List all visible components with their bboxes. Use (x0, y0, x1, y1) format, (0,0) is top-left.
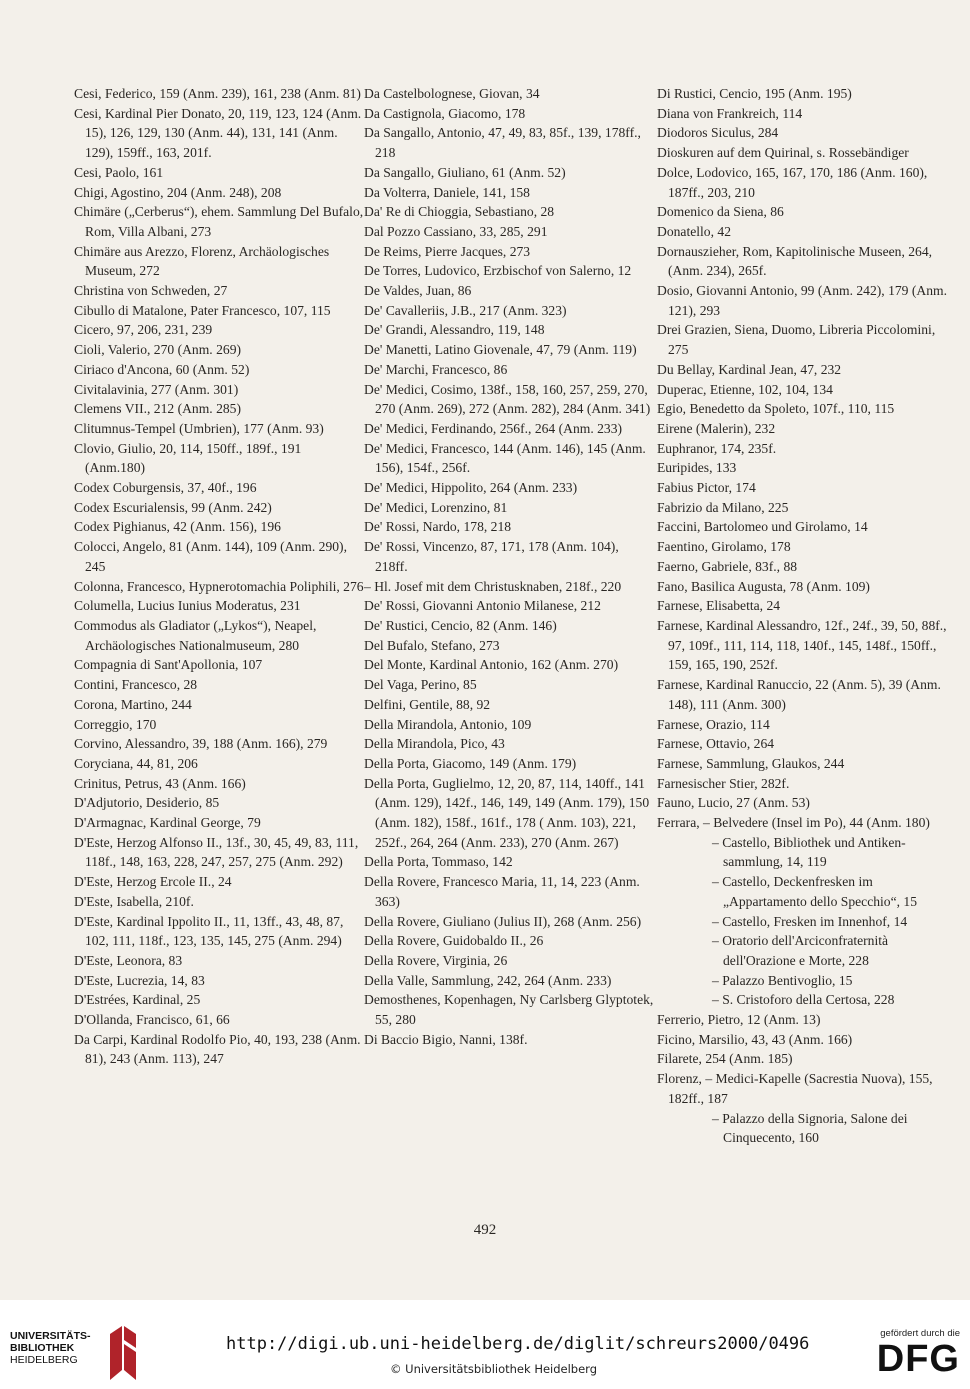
index-entry: Fano, Basilica Augusta, 78 (Anm. 109) (657, 578, 870, 594)
index-entry: Farnese, Kardinal Alessandro, 12f., 24f., 39, 50, 88f., 97, 109f., 111, 114, 118, 140f., 145, 148f., 150ff., 159, 165, 190, 252f. (657, 617, 947, 673)
index-entry: Faentino, Girolamo, 178 (657, 539, 791, 555)
index-entry: Ciriaco d'Ancona, 60 (Anm. 52) (74, 361, 250, 377)
index-entry: Egio, Benedetto da Spoleto, 107f., 110, 115 (657, 401, 895, 417)
index-entry: D'Este, Isabella, 210f. (74, 893, 194, 909)
index-entry: Eirene (Malerin), 232 (657, 420, 776, 436)
index-entry: Christina von Schweden, 27 (74, 283, 228, 299)
index-entry: Columella, Lucius Iunius Moderatus, 231 (74, 598, 301, 614)
index-entry: De' Medici, Hippolito, 264 (Anm. 233) (364, 480, 578, 496)
index-entry: – Hl. Josef mit dem Christusknaben, 218f., 220 (364, 578, 622, 594)
index-entry: Farnese, Kardinal Ranuccio, 22 (Anm. 5), 39 (Anm. 148), 111 (Anm. 300) (657, 677, 941, 712)
copyright-notice: © Universitätsbibliothek Heidelberg (390, 1362, 598, 1376)
index-entry: Farnese, Sammlung, Glaukos, 244 (657, 755, 845, 771)
index-entry: De' Rossi, Giovanni Antonio Milanese, 212 (364, 598, 601, 614)
index-entry: Fabius Pictor, 174 (657, 480, 756, 496)
index-entry: Di Baccio Bigio, Nanni, 138f. (364, 1031, 528, 1047)
index-entry: De' Rossi, Nardo, 178, 218 (364, 519, 512, 535)
index-entry: – Castello, Deckenfresken im „Appartamento dello Specchio“, 15 (712, 874, 918, 909)
index-entry: De Reims, Pierre Jacques, 273 (364, 243, 531, 259)
index-entry: Da Carpi, Kardinal Rodolfo Pio, 40, 193, 238 (Anm. 81), 243 (Anm. 113), 247 (74, 1031, 361, 1067)
index-entry: Domenico da Siena, 86 (657, 204, 784, 220)
index-entry: Fauno, Lucio, 27 (Anm. 53) (657, 795, 810, 811)
index-entry: Drei Grazien, Siena, Duomo, Libreria Piccolomini, 275 (657, 322, 936, 358)
index-entry: – Castello, Bibliothek und Antiken-sammlung, 14, 119 (712, 834, 906, 870)
index-entry: Farnesischer Stier, 282f. (657, 775, 790, 791)
index-entry: Filarete, 254 (Anm. 185) (657, 1051, 793, 1067)
index-entry: Faerno, Gabriele, 83f., 88 (657, 558, 798, 574)
index-entry: Farnese, Ottavio, 264 (657, 736, 775, 752)
index-entry: Corvino, Alessandro, 39, 188 (Anm. 166), 279 (74, 736, 328, 752)
index-entry: Colonna, Francesco, Hypnerotomachia Poliphili, 276 (74, 578, 364, 594)
index-entry: Coryciana, 44, 81, 206 (74, 755, 198, 771)
index-entry: Chimäre aus Arezzo, Florenz, Archäologisches Museum, 272 (74, 243, 330, 279)
library-name-line1: UNIVERSITÄTS- (10, 1330, 91, 1342)
index-entry: D'Estrées, Kardinal, 25 (74, 992, 201, 1008)
index-entry: D'Este, Herzog Alfonso II., 13f., 30, 45, 49, 83, 111, 118f., 148, 163, 228, 247, 257, 275 (Anm. 292) (74, 834, 359, 870)
index-entry: Cicero, 97, 206, 231, 239 (74, 322, 213, 338)
index-entry: Della Porta, Giacomo, 149 (Anm. 179) (364, 755, 577, 771)
index-entry: Cesi, Kardinal Pier Donato, 20, 119, 123, 124 (Anm. 15), 126, 129, 130 (Anm. 44), 131, 141 (Anm. 129), 159ff., 163, 201f. (74, 105, 362, 161)
index-entry: De' Medici, Ferdinando, 256f., 264 (Anm. 233) (364, 420, 623, 436)
index-entry: Diana von Frankreich, 114 (657, 105, 803, 121)
index-entry: Da Sangallo, Giuliano, 61 (Anm. 52) (364, 164, 566, 180)
index-entry: Cesi, Federico, 159 (Anm. 239), 161, 238 (Anm. 81) (74, 86, 361, 101)
index-entry: Da Castignola, Giacomo, 178 (364, 105, 526, 121)
index-entry: Codex Escurialensis, 99 (Anm. 242) (74, 499, 272, 515)
library-name-line3: HEIDELBERG (10, 1354, 78, 1366)
index-entry: De Valdes, Juan, 86 (364, 283, 472, 299)
index-entry: Colocci, Angelo, 81 (Anm. 144), 109 (Anm. 290), 245 (74, 539, 347, 574)
index-entry: Da Sangallo, Antonio, 47, 49, 83, 85f., 139, 178ff., 218 (364, 125, 641, 161)
index-entry: Della Rovere, Virginia, 26 (364, 952, 508, 968)
index-entry: – Oratorio dell'Arciconfraternità dell'Orazione e Morte, 228 (712, 933, 889, 968)
index-entry: Euphranor, 174, 235f. (657, 440, 777, 456)
index-entry: Cesi, Paolo, 161 (74, 164, 164, 180)
index-entry: D'Adjutorio, Desiderio, 85 (74, 795, 220, 811)
index-entry: – Palazzo della Signoria, Salone dei Cinquecento, 160 (712, 1110, 908, 1146)
index-column-1 (74, 84, 364, 1069)
funding-caption: gefördert durch die (880, 1328, 960, 1339)
index-entry: Donatello, 42 (657, 223, 731, 239)
index-entry: Clitumnus-Tempel (Umbrien), 177 (Anm. 93) (74, 420, 324, 436)
index-entry: Dosio, Giovanni Antonio, 99 (Anm. 242), 179 (Anm. 121), 293 (657, 283, 947, 318)
index-entry: Da Castelbolognese, Giovan, 34 (364, 86, 540, 101)
index-entry: D'Este, Herzog Ercole II., 24 (74, 874, 232, 890)
index-entry: Commodus als Gladiator („Lykos“), Neapel, Archäologisches Nationalmuseum, 280 (74, 617, 317, 653)
library-logo[interactable] (10, 1324, 140, 1382)
index-entry: Da Volterra, Daniele, 141, 158 (364, 184, 530, 200)
index-entry: Della Mirandola, Pico, 43 (364, 736, 505, 752)
index-entry: D'Ollanda, Francisco, 61, 66 (74, 1012, 230, 1028)
library-name-line2: BIBLIOTHEK (10, 1342, 75, 1354)
index-entry: Del Vaga, Perino, 85 (364, 677, 477, 693)
index-entry: De' Marchi, Francesco, 86 (364, 361, 508, 377)
index-entry: D'Armagnac, Kardinal George, 79 (74, 815, 261, 831)
index-entry: Euripides, 133 (657, 460, 737, 476)
index-entry: Civitalavinia, 277 (Anm. 301) (74, 381, 239, 397)
index-entry: Corona, Martino, 244 (74, 696, 192, 712)
viewer-footer (0, 1300, 970, 1389)
index-entry: D'Este, Lucrezia, 14, 83 (74, 972, 205, 988)
index-entry: Della Rovere, Francesco Maria, 11, 14, 223 (Anm. 363) (364, 874, 640, 909)
index-entry: De' Grandi, Alessandro, 119, 148 (364, 322, 545, 338)
index-entry: Faccini, Bartolomeo und Girolamo, 14 (657, 519, 868, 535)
document-url-link[interactable]: http://digi.ub.uni-heidelberg.de/diglit/schreurs2000/0496 (226, 1334, 810, 1354)
index-entry: Dal Pozzo Cassiano, 33, 285, 291 (364, 223, 548, 239)
dfg-wordmark: DFG (876, 1338, 960, 1380)
index-entry: Compagnia di Sant'Apollonia, 107 (74, 657, 263, 673)
index-entry: – S. Cristoforo della Certosa, 228 (712, 992, 895, 1008)
index-entry: Farnese, Elisabetta, 24 (657, 598, 781, 614)
index-entry: – Palazzo Bentivoglio, 15 (712, 972, 853, 988)
index-entry: – Castello, Fresken im Innenhof, 14 (712, 913, 908, 929)
index-entry: Della Porta, Tommaso, 142 (364, 854, 513, 870)
index-entry: Duperac, Etienne, 102, 104, 134 (657, 381, 833, 397)
index-entry: Diodoros Siculus, 284 (657, 125, 779, 141)
index-entry: De' Manetti, Latino Giovenale, 47, 79 (Anm. 119) (364, 342, 637, 358)
index-entry: Codex Coburgensis, 37, 40f., 196 (74, 480, 257, 496)
index-entry: De' Medici, Cosimo, 138f., 158, 160, 257, 259, 270, 270 (Anm. 269), 272 (Anm. 282), 284 (Anm. 341) (364, 381, 651, 417)
index-entry: Dolce, Lodovico, 165, 167, 170, 186 (Anm. 160), 187ff., 203, 210 (657, 164, 928, 200)
index-entry: Contini, Francesco, 28 (74, 677, 198, 693)
index-entry: Ferrerio, Pietro, 12 (Anm. 13) (657, 1012, 821, 1028)
index-entry: De' Medici, Francesco, 144 (Anm. 146), 145 (Anm. 156), 154f., 256f. (364, 440, 646, 476)
index-entry: Chimäre („Cerberus“), ehem. Sammlung Del Bufalo, Rom, Villa Albani, 273 (74, 204, 364, 239)
index-entry: Da' Re di Chioggia, Sebastiano, 28 (364, 204, 555, 220)
index-entry: Crinitus, Petrus, 43 (Anm. 166) (74, 775, 246, 791)
index-entry: Della Rovere, Giuliano (Julius II), 268 (Anm. 256) (364, 913, 642, 929)
index-entry: Di Rustici, Cencio, 195 (Anm. 195) (657, 86, 852, 101)
index-entry: Della Valle, Sammlung, 242, 264 (Anm. 233) (364, 972, 612, 988)
index-entry: Correggio, 170 (74, 716, 157, 732)
index-entry: Demosthenes, Kopenhagen, Ny Carlsberg Glyptotek, 55, 280 (364, 992, 654, 1028)
index-column-2 (364, 84, 654, 1049)
index-entry: De Torres, Ludovico, Erzbischof von Salerno, 12 (364, 263, 632, 279)
index-entry: Della Porta, Guglielmo, 12, 20, 87, 114, 140ff., 141 (Anm. 129), 142f., 146, 149, 149 (Anm. 179), 150 (Anm. 182), 158f., 161f., 178 ( Anm. 103), 221, 252f., 264, 264 (Anm. 233), 270 (Anm. 267) (364, 775, 650, 850)
index-entry: Dioskuren auf dem Quirinal, s. Rossebändiger (657, 145, 909, 161)
index-entry: D'Este, Leonora, 83 (74, 952, 183, 968)
index-entry: Delfini, Gentile, 88, 92 (364, 696, 491, 712)
index-entry: Fabrizio da Milano, 225 (657, 499, 789, 515)
index-entry: Della Mirandola, Antonio, 109 (364, 716, 532, 732)
dfg-logo[interactable] (862, 1328, 960, 1379)
index-column-3 (657, 84, 947, 1148)
index-entry: Farnese, Orazio, 114 (657, 716, 770, 732)
index-entry: Del Monte, Kardinal Antonio, 162 (Anm. 270) (364, 657, 619, 673)
index-entry: Ferrara, – Belvedere (Insel im Po), 44 (Anm. 180) (657, 815, 930, 831)
index-entry: Clemens VII., 212 (Anm. 285) (74, 401, 242, 417)
index-entry: Ficino, Marsilio, 43, 43 (Anm. 166) (657, 1031, 853, 1047)
page-number: 492 (473, 1222, 497, 1238)
index-entry: Codex Pighianus, 42 (Anm. 156), 196 (74, 519, 281, 535)
index-entry: Dornauszieher, Rom, Kapitolinische Museen, 264, (Anm. 234), 265f. (657, 243, 933, 279)
index-entry: De' Medici, Lorenzino, 81 (364, 499, 508, 515)
index-entry: Chigi, Agostino, 204 (Anm. 248), 208 (74, 184, 282, 200)
index-entry: Florenz, – Medici-Kapelle (Sacrestia Nuova), 155, 182ff., 187 (657, 1071, 933, 1106)
index-entry: De' Rossi, Vincenzo, 87, 171, 178 (Anm. 104), 218ff. (364, 539, 619, 574)
index-entry: De' Rustici, Cencio, 82 (Anm. 146) (364, 617, 557, 633)
index-entry: Clovio, Giulio, 20, 114, 150ff., 189f., 191 (Anm.180) (74, 440, 302, 476)
index-entry: Du Bellay, Kardinal Jean, 47, 232 (657, 361, 842, 377)
index-entry: Cioli, Valerio, 270 (Anm. 269) (74, 342, 242, 358)
index-entry: De' Cavalleriis, J.B., 217 (Anm. 323) (364, 302, 567, 318)
index-entry: D'Este, Kardinal Ippolito II., 11, 13ff., 43, 48, 87, 102, 111, 118f., 123, 135, 145, 275 (Anm. 294) (74, 913, 344, 949)
index-entry: Della Rovere, Guidobaldo II., 26 (364, 933, 544, 949)
index-entry: Del Bufalo, Stefano, 273 (364, 637, 500, 653)
library-emblem-icon (106, 1324, 140, 1382)
index-entry: Cibullo di Matalone, Pater Francesco, 107, 115 (74, 302, 331, 318)
